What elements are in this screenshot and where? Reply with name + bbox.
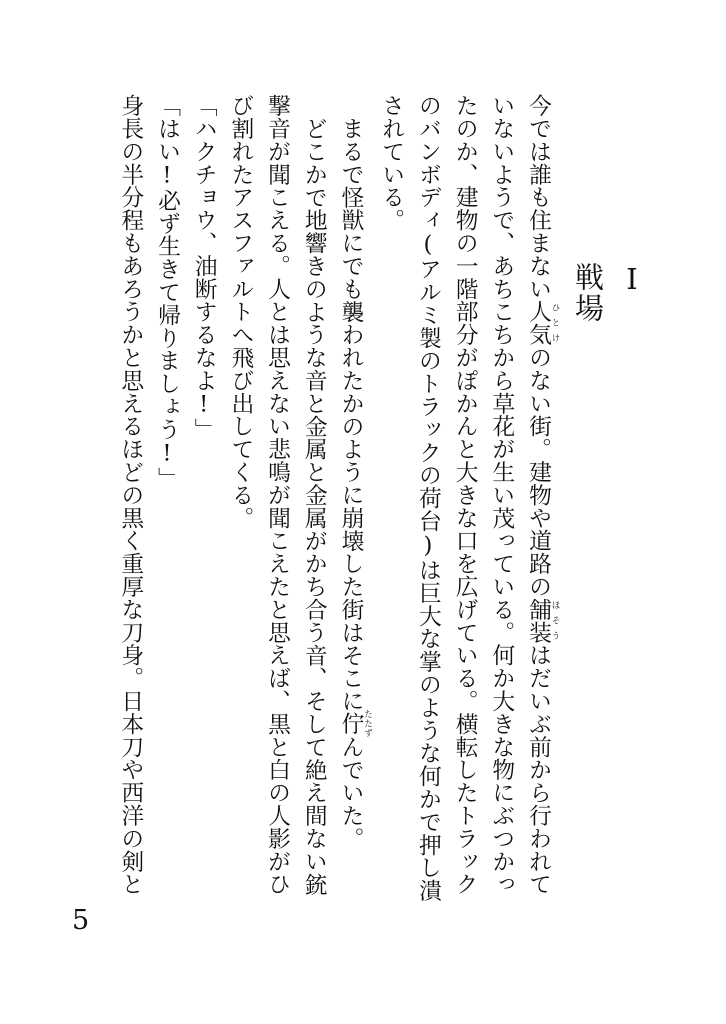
text-run: 「ハクチョウ、油断するなよ!」 <box>190 94 217 441</box>
ruby-word <box>525 597 560 644</box>
paragraph <box>112 94 149 914</box>
text-run: んでいた。 <box>337 735 364 850</box>
text-run: まるで怪獣にでも襲われたかのように崩壊した街はそこに <box>337 116 364 713</box>
chapter-heading <box>571 262 654 382</box>
text-run: のない街。建物や道路の <box>525 345 551 598</box>
text-run: 今では誰も住まない <box>525 94 551 301</box>
paragraph <box>332 94 373 914</box>
chapter-title: 戦場 <box>571 262 605 324</box>
page-number: 5 <box>72 905 90 936</box>
paragraph <box>372 94 560 914</box>
ruby-base: 佇 <box>337 709 364 738</box>
furigana: ほそう <box>550 597 560 644</box>
furigana: たたず <box>362 709 373 738</box>
text-run: どこかで地響きのような音と金属と金属がかち合う音、そして絶え間ない銃撃音が聞こえる。人とは思えない悲鳴が聞こえたと思えば、黒と白の人影がひび割れたアスファルトへ飛び出してくる。 <box>227 94 327 896</box>
paragraph <box>148 94 185 914</box>
ruby-word <box>337 709 373 738</box>
paragraph <box>222 94 332 914</box>
ruby-word <box>525 300 560 346</box>
ruby-base: 人気 <box>525 300 551 346</box>
furigana: ひとけ <box>550 300 560 346</box>
text-run: 身長の半分程もあろうかと思えるほどの黒く重厚な刀身。日本刀や西洋の剣と <box>117 94 144 896</box>
text-run: はだいぶ前から行われていないようで、あちこちから草花が生い茂っている。何か大きな物にぶつかったのか、建物の一階部分がぽかんと大きな口を広げている。横転したトラックのバンボディ(アルミ製のトラックの荷台)は巨大な掌のような何かで押し潰されている。 <box>378 94 551 902</box>
ruby-base: 舗装 <box>525 597 551 644</box>
text-run: 「はい!必ず生きて帰りましょう!」 <box>153 94 180 490</box>
chapter-number: Ⅰ <box>615 262 649 298</box>
body-text <box>70 94 560 914</box>
paragraph <box>185 94 222 914</box>
